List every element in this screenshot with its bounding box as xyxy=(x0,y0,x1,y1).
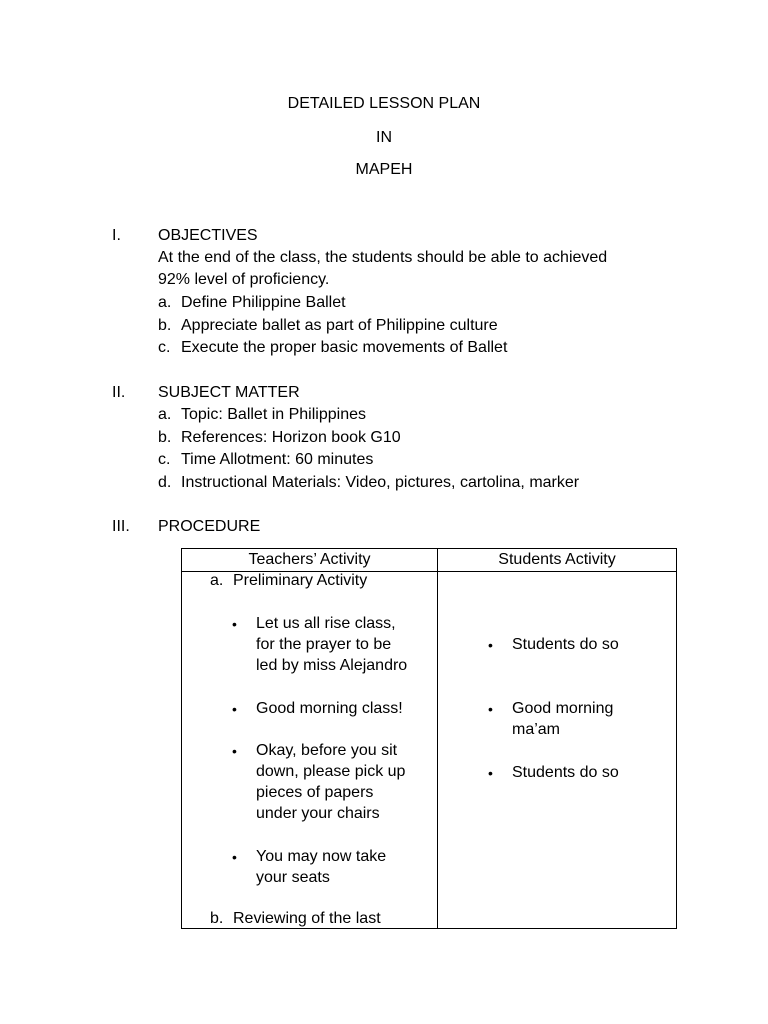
subject-matter-item: Time Allotment: 60 minutes xyxy=(181,451,374,468)
student-activity-line: Students do so xyxy=(512,636,619,653)
subject-matter-numeral: II. xyxy=(112,384,126,401)
objectives-intro-continued: 92% level of proficiency. xyxy=(158,271,330,288)
teacher-activity-line: down, please pick up xyxy=(256,763,406,780)
teacher-activity-line: Good morning class! xyxy=(256,700,403,717)
student-activity-line: Students do so xyxy=(512,764,619,781)
procedure-heading: PROCEDURE xyxy=(158,518,261,535)
objective-item: Define Philippine Ballet xyxy=(181,294,346,311)
subject-matter-marker: b. xyxy=(158,429,172,446)
bullet-icon: • xyxy=(232,743,237,759)
teacher-activity-line: led by miss Alejandro xyxy=(256,657,408,674)
document-subject: MAPEH xyxy=(355,161,413,178)
objective-item: Execute the proper basic movements of Ballet xyxy=(181,339,508,356)
section-marker: a. xyxy=(210,572,224,589)
teacher-activity-line: Let us all rise class, xyxy=(256,615,396,632)
subject-matter-marker: c. xyxy=(158,451,171,468)
bullet-icon: • xyxy=(488,701,493,717)
students-activity-header: Students Activity xyxy=(498,551,616,568)
objective-item: Appreciate ballet as part of Philippine culture xyxy=(181,317,498,334)
teacher-activity-line: You may now take xyxy=(256,848,387,865)
section-title: Preliminary Activity xyxy=(233,572,368,589)
objective-marker: a. xyxy=(158,294,172,311)
subject-matter-item: Topic: Ballet in Philippines xyxy=(181,406,366,423)
objectives-numeral: I. xyxy=(112,227,121,244)
objective-marker: b. xyxy=(158,317,172,334)
student-activity-line: ma’am xyxy=(512,721,561,738)
subject-matter-item: Instructional Materials: Video, pictures, cartolina, marker xyxy=(181,474,580,491)
teacher-activity-line: your seats xyxy=(256,869,330,886)
procedure-table xyxy=(181,548,677,929)
teacher-activity-line: pieces of papers xyxy=(256,784,374,801)
teacher-activity-line: for the prayer to be xyxy=(256,636,392,653)
bullet-icon: • xyxy=(232,701,237,717)
document-title-connector: IN xyxy=(376,129,392,146)
table-column-divider xyxy=(437,549,438,928)
document-title: DETAILED LESSON PLAN xyxy=(287,95,481,112)
subject-matter-marker: a. xyxy=(158,406,172,423)
subject-matter-marker: d. xyxy=(158,474,172,491)
section-title: Reviewing of the last xyxy=(233,910,381,927)
student-activity-line: Good morning xyxy=(512,700,614,717)
objectives-intro: At the end of the class, the students should be able to achieved xyxy=(158,249,608,266)
subject-matter-item: References: Horizon book G10 xyxy=(181,429,401,446)
bullet-icon: • xyxy=(232,849,237,865)
section-marker: b. xyxy=(210,910,224,927)
objective-marker: c. xyxy=(158,339,171,356)
teachers-activity-header: Teachers’ Activity xyxy=(248,551,371,568)
bullet-icon: • xyxy=(488,765,493,781)
teacher-activity-line: under your chairs xyxy=(256,805,380,822)
bullet-icon: • xyxy=(232,616,237,632)
subject-matter-heading: SUBJECT MATTER xyxy=(158,384,300,401)
procedure-numeral: III. xyxy=(112,518,130,535)
objectives-heading: OBJECTIVES xyxy=(158,227,258,244)
bullet-icon: • xyxy=(488,637,493,653)
teacher-activity-line: Okay, before you sit xyxy=(256,742,398,759)
